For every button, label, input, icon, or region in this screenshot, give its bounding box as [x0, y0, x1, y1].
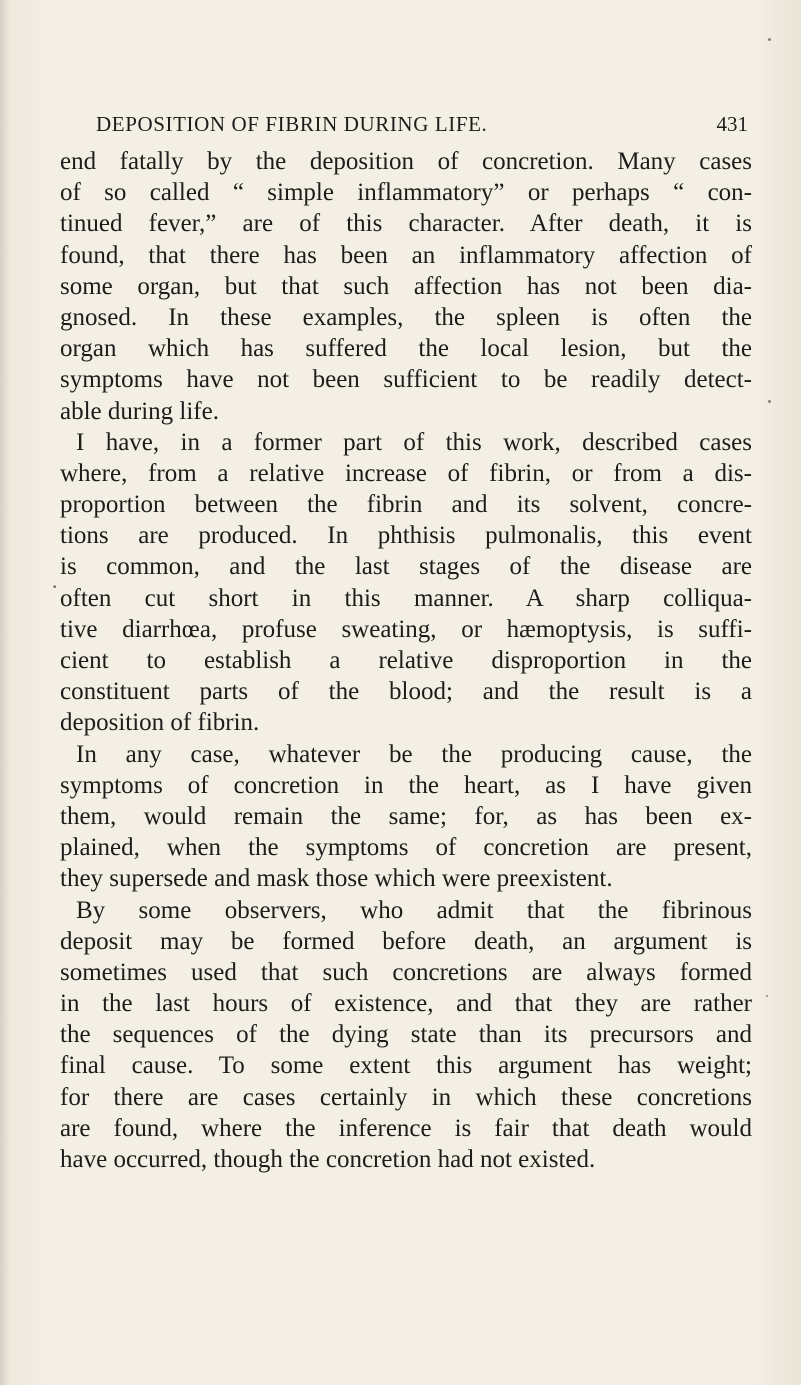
text-line: end fatally by the deposition of concretion. Many cases — [60, 148, 752, 175]
text-line: the sequences of the dying state than its precursors and — [60, 1021, 752, 1049]
text-line: they supersede and mask those which were preexistent. — [60, 865, 613, 893]
text-line: tions are produced. In phthisis pulmonalis, this event — [60, 522, 752, 550]
text-line: tive diarrhœa, profuse sweating, or hæmoptysis, is suffi- — [60, 615, 752, 643]
running-head: DEPOSITION OF FIBRIN DURING LIFE. — [96, 112, 488, 136]
text-line: cient to establish a relative disproportion in the — [60, 647, 752, 674]
gutter-shadow — [0, 0, 10, 1385]
text-line: plained, when the symptoms of concretion are present, — [60, 834, 752, 862]
text-line: gnosed. In these examples, the spleen is often the — [60, 303, 752, 331]
text-line: In any case, whatever be the producing cause, the — [76, 740, 752, 768]
paragraph — [60, 427, 752, 739]
text-line: in the last hours of existence, and that they are rather — [60, 990, 752, 1018]
paragraph — [60, 739, 752, 895]
text-line: deposit may be formed before death, an argument is — [60, 927, 752, 955]
text-line: them, would remain the same; for, as has been ex- — [60, 802, 752, 830]
text-line: symptoms have not been sufficient to be readily detect- — [60, 366, 752, 394]
text-line: are found, where the inference is fair that death would — [60, 1114, 752, 1142]
text-line: I have, in a former part of this work, described cases — [76, 428, 752, 456]
margin-mark: • — [52, 583, 58, 593]
body-text — [60, 146, 752, 1175]
text-line: proportion between the fibrin and its solvent, concre- — [60, 491, 752, 519]
paper-speck — [768, 38, 771, 41]
paper-speck — [766, 995, 768, 997]
text-line: organ which has suffered the local lesion, but the — [60, 335, 752, 363]
paragraph — [60, 895, 752, 1176]
text-line: deposition of fibrin. — [60, 709, 260, 737]
text-line: found, that there has been an inflammatory affection of — [60, 241, 752, 269]
text-line: constituent parts of the blood; and the result is a — [60, 678, 752, 706]
text-line: often cut short in this manner. A sharp colliqua- — [60, 584, 752, 612]
text-line: have occurred, though the concretion had not existed. — [60, 1146, 596, 1173]
paragraph — [60, 146, 752, 427]
text-line: some organ, but that such affection has not been dia- — [60, 272, 752, 300]
text-line: of so called “ simple inflammatory” or perhaps “ con- — [60, 179, 752, 207]
text-line: sometimes used that such concretions are always formed — [60, 958, 752, 986]
text-line: By some observers, who admit that the fibrinous — [76, 896, 752, 924]
page-header — [96, 112, 748, 140]
paper-speck — [768, 400, 771, 403]
text-line: for there are cases certainly in which these concretions — [60, 1083, 752, 1111]
text-line: able during life. — [60, 397, 219, 425]
text-line: is common, and the last stages of the disease are — [60, 553, 752, 581]
text-line: tinued fever,” are of this character. After death, it is — [60, 210, 752, 238]
text-line: where, from a relative increase of fibrin, or from a dis- — [60, 459, 752, 487]
text-line: final cause. To some extent this argument has weight; — [60, 1052, 752, 1080]
page-number: 431 — [716, 112, 748, 136]
text-line: symptoms of concretion in the heart, as I have given — [60, 771, 752, 799]
